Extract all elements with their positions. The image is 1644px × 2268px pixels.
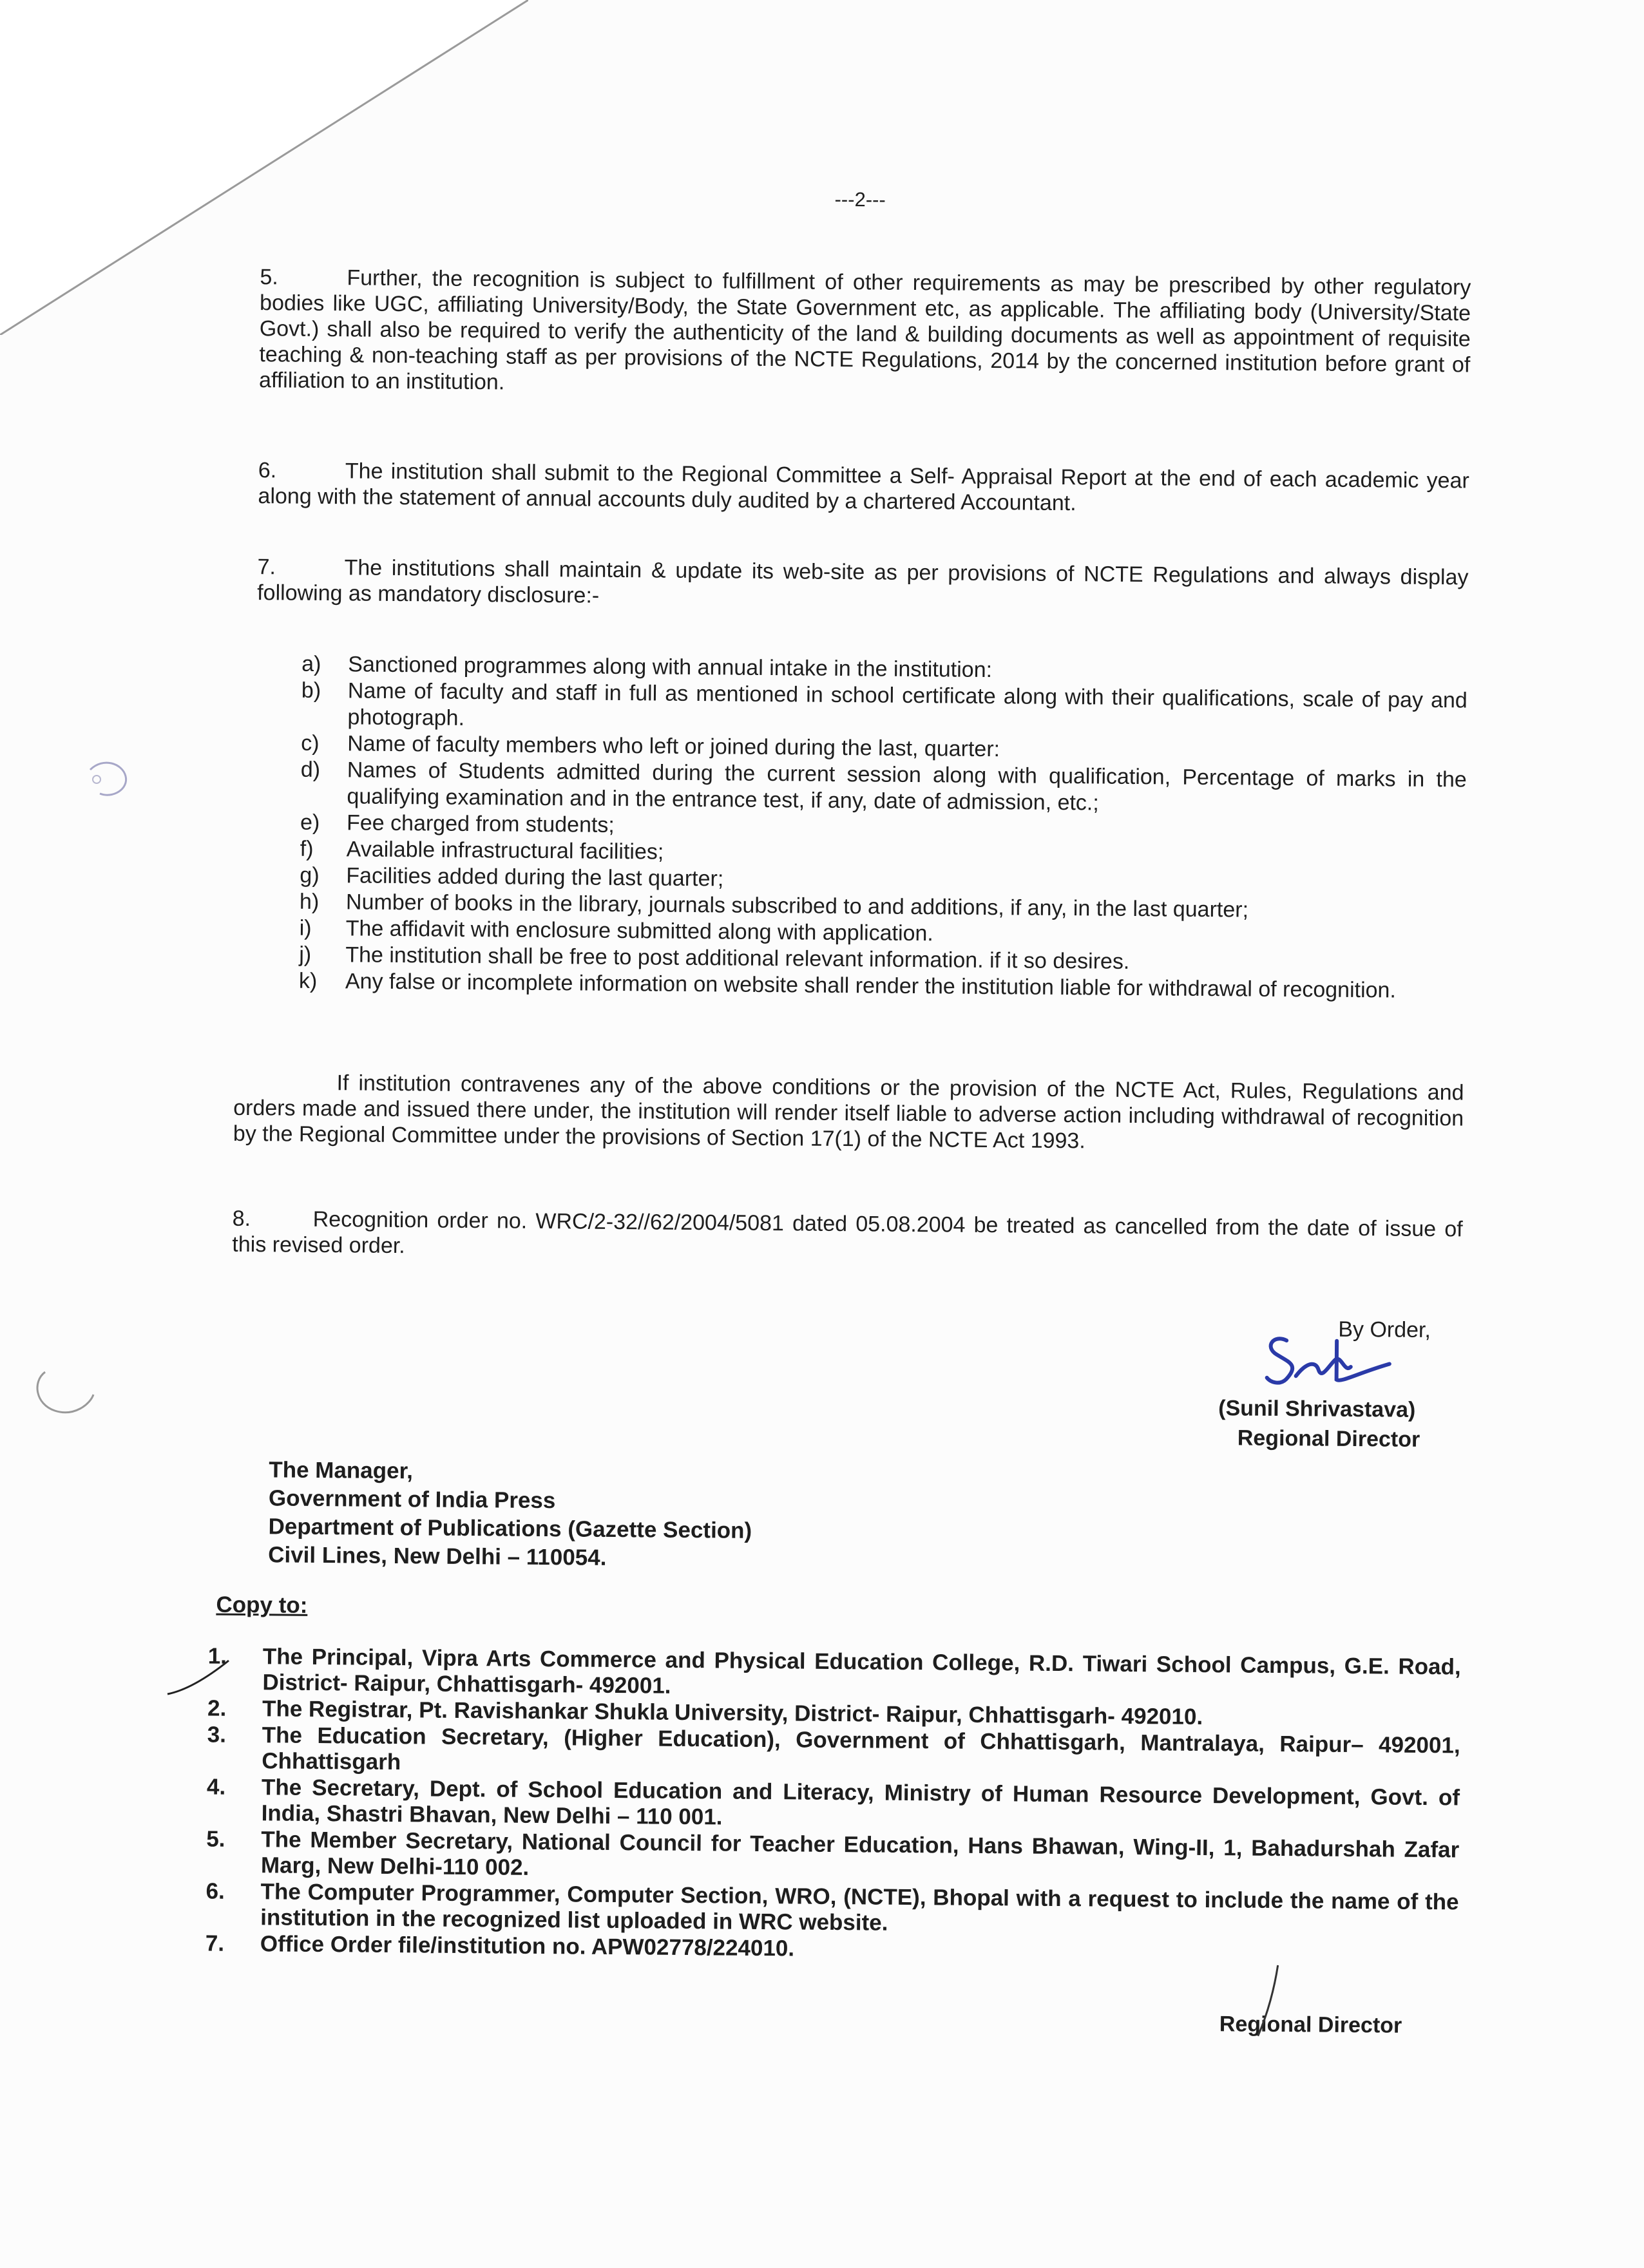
- signatory-designation: Regional Director: [1237, 1425, 1420, 1452]
- disclosure-list: [299, 651, 1468, 1005]
- list-item: [206, 1774, 1460, 1836]
- item-letter: e): [300, 810, 320, 835]
- item-letter: j): [299, 942, 312, 967]
- copy-to-heading: Copy to:: [216, 1592, 308, 1618]
- paragraph-number: 6.: [258, 458, 277, 483]
- item-letter: f): [300, 836, 314, 861]
- item-text: Name of faculty members who left or joined during the last, quarter:: [347, 731, 1000, 762]
- by-order-text: By Order,: [1338, 1317, 1431, 1343]
- item-text: The Secretary, Dept. of School Education and Literacy, Ministry of Human Resource Development, Govt. of India, Shastri Bhavan, New Delhi – 110 001.: [261, 1775, 1460, 1830]
- paragraph-number: 8.: [232, 1206, 251, 1232]
- item-number: 5.: [206, 1826, 225, 1852]
- paragraph-text: Recognition order no. WRC/2-32//62/2004/5081 dated 05.08.2004 be treated as cancelled from the date of issue of this revised order.: [232, 1206, 1463, 1259]
- item-text: The Principal, Vipra Arts Commerce and Physical Education College, R.D. Tiwari School Campus, G.E. Road, District- Raipur, Chhattisgarh- 492001.: [262, 1644, 1461, 1699]
- item-text: The Registrar, Pt. Ravishankar Shukla University, District- Raipur, Chhattisgarh- 492010.: [262, 1696, 1203, 1730]
- corner-edge-line: [0, 0, 528, 335]
- item-text: Available infrastructural facilities;: [346, 837, 664, 864]
- paragraph-number: 5.: [260, 265, 279, 290]
- item-text: Sanctioned programmes along with annual intake in the institution:: [348, 652, 993, 683]
- addressee-line: The Manager,: [269, 1457, 414, 1484]
- item-number: 2.: [207, 1695, 227, 1721]
- item-letter: b): [301, 678, 321, 703]
- item-number: 7.: [205, 1930, 225, 1956]
- item-letter: i): [299, 915, 312, 940]
- tick-mark: [164, 1655, 235, 1701]
- item-letter: k): [298, 968, 318, 993]
- copy-to-list: [206, 1644, 1461, 1968]
- paragraph-8: [232, 1206, 1463, 1268]
- paragraph-7: [257, 554, 1469, 616]
- addressee-line: Government of India Press: [268, 1485, 556, 1514]
- paragraph-text: The institution shall submit to the Regional Committee a Self- Appraisal Report at the end of each academic year along with the statement of annual accounts duly audited by a chartered Accountant.: [258, 459, 1469, 516]
- item-text: Name of faculty and staff in full as mentioned in school certificate along with their qualifications, scale of pay and photograph.: [347, 678, 1467, 730]
- item-letter: h): [299, 889, 320, 914]
- list-item: [207, 1722, 1460, 1784]
- item-text: Any false or incomplete information on website shall render the institution liable for withdrawal of recognition.: [345, 969, 1397, 1003]
- item-text: The Education Secretary, (Higher Education), Government of Chhattisgarh, Mantralaya, Raipur– 492001, Chhattisgarh: [262, 1722, 1460, 1775]
- paragraph-text: The institutions shall maintain & update its web-site as per provisions of NCTE Regulations and always display following as mandatory disclosure:-: [257, 555, 1469, 608]
- stamp-smudge: [77, 754, 135, 805]
- item-text: Fee charged from students;: [346, 810, 615, 837]
- item-text: Office Order file/institution no. APW02778/224010.: [260, 1931, 795, 1961]
- item-number: 6.: [206, 1878, 225, 1904]
- addressee-line: Department of Publications (Gazette Section): [268, 1514, 752, 1543]
- contravention-paragraph: [233, 1069, 1464, 1158]
- addressee-block: [268, 1456, 752, 1574]
- item-text: The institution shall be free to post additional relevant information. if it so desires.: [345, 942, 1130, 974]
- item-text: Facilities added during the last quarter;: [346, 863, 724, 891]
- item-number: 1.: [207, 1643, 227, 1669]
- list-item: [206, 1826, 1460, 1889]
- list-item: [206, 1878, 1459, 1941]
- paragraph-number: 7.: [257, 555, 276, 580]
- item-text: The affidavit with enclosure submitted along with application.: [345, 916, 934, 946]
- pen-stroke-mark: [1248, 1962, 1288, 2040]
- addressee-line: Civil Lines, New Delhi – 110054.: [268, 1542, 607, 1570]
- item-letter: a): [301, 651, 321, 676]
- item-letter: g): [300, 862, 320, 888]
- item-text: The Computer Programmer, Computer Section, WRO, (NCTE), Bhopal with a request to include the name of the institution in the recognized list uploaded in WRC website.: [260, 1879, 1459, 1936]
- item-text: Names of Students admitted during the current session along with qualification, Percentage of marks in the qualifying examination and in the entrance test, if any, date of admission, etc.;: [347, 758, 1467, 815]
- paragraph-6: [258, 457, 1469, 519]
- page-number: ---2---: [834, 187, 886, 211]
- list-item: [301, 678, 1467, 741]
- paragraph-text: If institution contravenes any of the above conditions or the provision of the NCTE Act, Rules, Regulations and orders made and issued there under, the institution will render itself liable to adverse action including withdrawal of recognition by the Regional Committee under the provisions of Section 17(1) of the NCTE Act 1993.: [233, 1071, 1464, 1154]
- item-letter: c): [301, 730, 320, 756]
- closing-designation: Regional Director: [1219, 2012, 1402, 2038]
- item-letter: d): [300, 757, 321, 782]
- punch-hole-mark: [26, 1359, 103, 1424]
- handwritten-signature: [1260, 1315, 1415, 1406]
- list-item: [300, 757, 1467, 820]
- signatory-name: (Sunil Shrivastava): [1218, 1396, 1416, 1422]
- paragraph-text: Further, the recognition is subject to fulfillment of other requirements as may be prescribed by other regulatory bodies like UGC, affiliating University/Body, the State Government etc, as applicable. The affiliating body (University/State Govt.) shall also be required to verify the authenticity of the land & building documents as well as appointment of requisite teaching & non-teaching staff as per provisions of the NCTE Regulations, 2014 by the concerned institution before grant of affiliation to an institution.: [258, 265, 1471, 395]
- list-item: [207, 1644, 1461, 1706]
- item-number: 3.: [207, 1722, 227, 1748]
- item-text: Number of books in the library, journals subscribed to and additions, if any, in the last quarter;: [345, 890, 1249, 922]
- item-text: The Member Secretary, National Council for Teacher Education, Hans Bhawan, Wing-II, 1, Bahadurshah Zafar Marg, New Delhi-110 002.: [260, 1827, 1460, 1880]
- item-number: 4.: [206, 1774, 226, 1800]
